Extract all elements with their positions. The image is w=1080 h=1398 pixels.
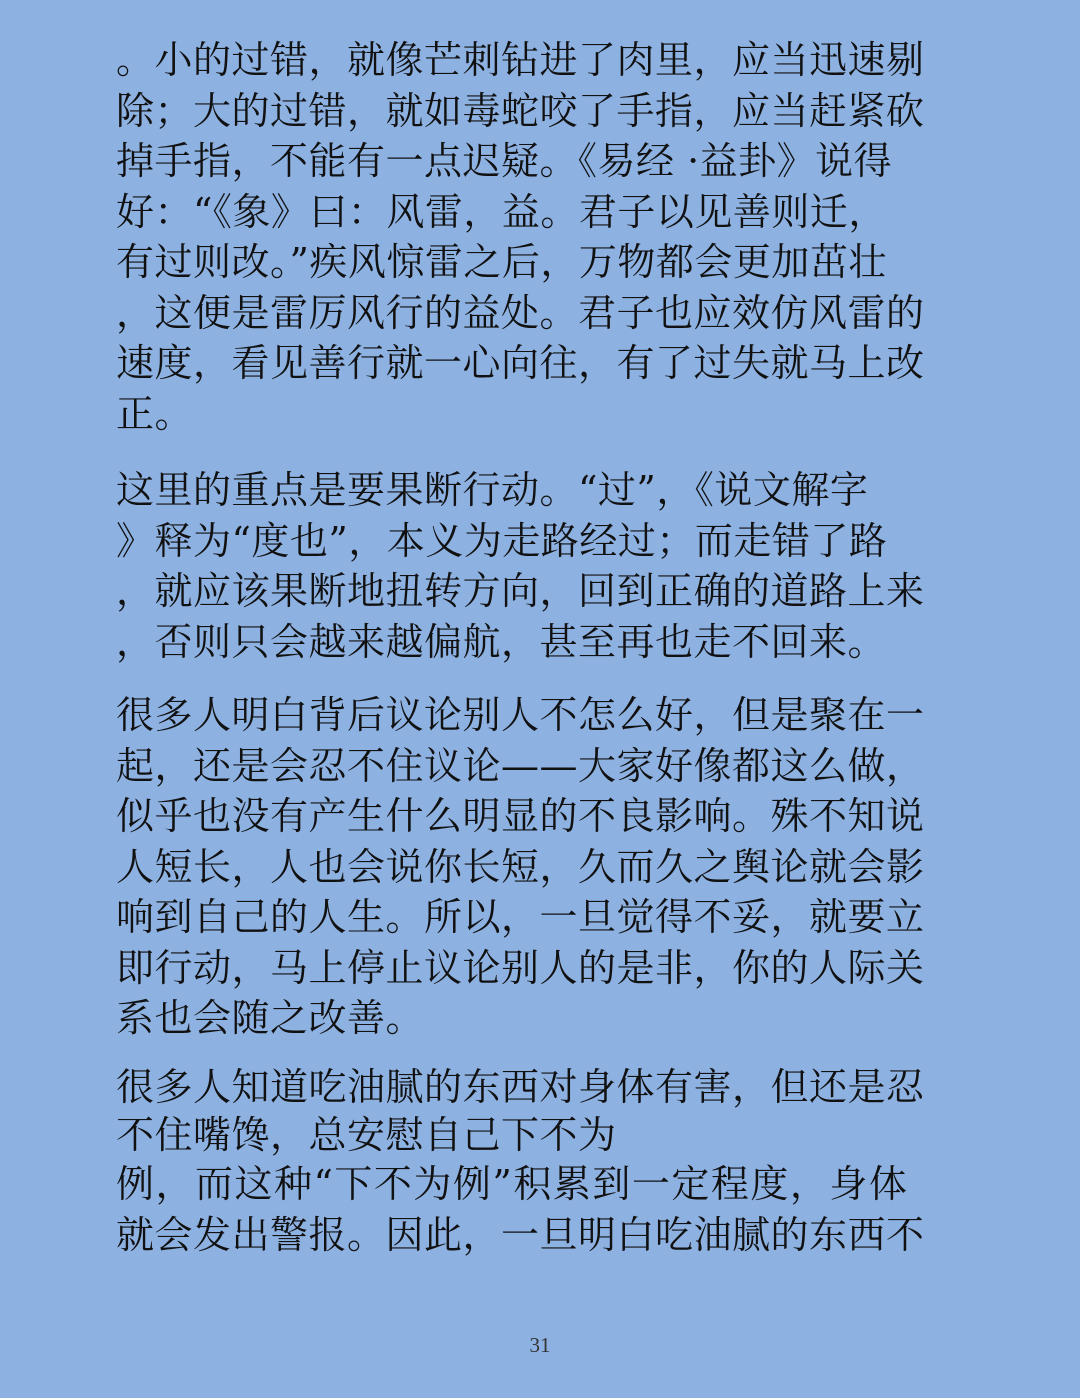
text-line: ，就应该果断地扭转方向，回到正确的道路上来 [116,569,925,613]
text-line: 系也会随之改善。 [116,996,425,1040]
text-line: 似乎也没有产生什么明显的不良影响。殊不知说 [116,794,925,838]
text-line: 正。 [116,391,194,436]
text-line: 起，还是会忍不住议论——大家好像都这么做， [116,743,925,788]
text-line: 》释为“度也”，本义为走路经过；而走错了路 [116,518,888,563]
text-line: 掉手指，不能有一点迟疑。《易经 ·益卦》说得 [116,139,893,183]
text-line: 即行动，马上停止议论别人的是非，你的人际关 [116,945,925,990]
text-line: ，否则只会越来越偏航，甚至再也走不回来。 [116,619,887,664]
text-line: 有过则改。”疾风惊雷之后，万物都会更加茁壮 [116,240,887,284]
text-line: 除；大的过错，就如毒蛇咬了手指，应当赶紧砍 [116,88,925,133]
text-line: 不住嘴馋，总安慰自己下不为 [116,1113,617,1157]
page-number: 31 [529,1333,551,1357]
paragraph-1 [116,35,950,439]
text-line: 例，而这种“下不为例”积累到一定程度，身体 [116,1162,909,1206]
text-line: 人短长，人也会说你长短，久而久之舆论就会影 [116,844,925,889]
paragraph-3 [116,690,950,1044]
text-line: 速度，看见善行就一心向往，有了过失就马上改 [116,341,925,385]
text-line: 很多人明白背后议论别人不怎么好，但是聚在一 [116,693,925,737]
text-line: 响到自己的人生。所以，一旦觉得不妥，就要立 [116,895,925,939]
text-line: 很多人知道吃油腻的东西对身体有害，但还是忍 [116,1065,925,1109]
text-line: 好：“《象》曰：风雷，益。君子以见善则迁， [116,189,887,234]
text-line: 就会发出警报。因此，一旦明白吃油腻的东西不 [116,1212,925,1257]
text-line: 。小的过错，就像芒刺钻进了肉里，应当迅速剔 [116,38,925,82]
paragraph-2 [116,465,950,667]
text-line: 这里的重点是要果断行动。“过”，《说文解字 [116,468,869,512]
text-line: ，这便是雷厉风行的益处。君子也应效仿风雷的 [116,290,925,335]
paragraph-4 [116,1063,950,1260]
